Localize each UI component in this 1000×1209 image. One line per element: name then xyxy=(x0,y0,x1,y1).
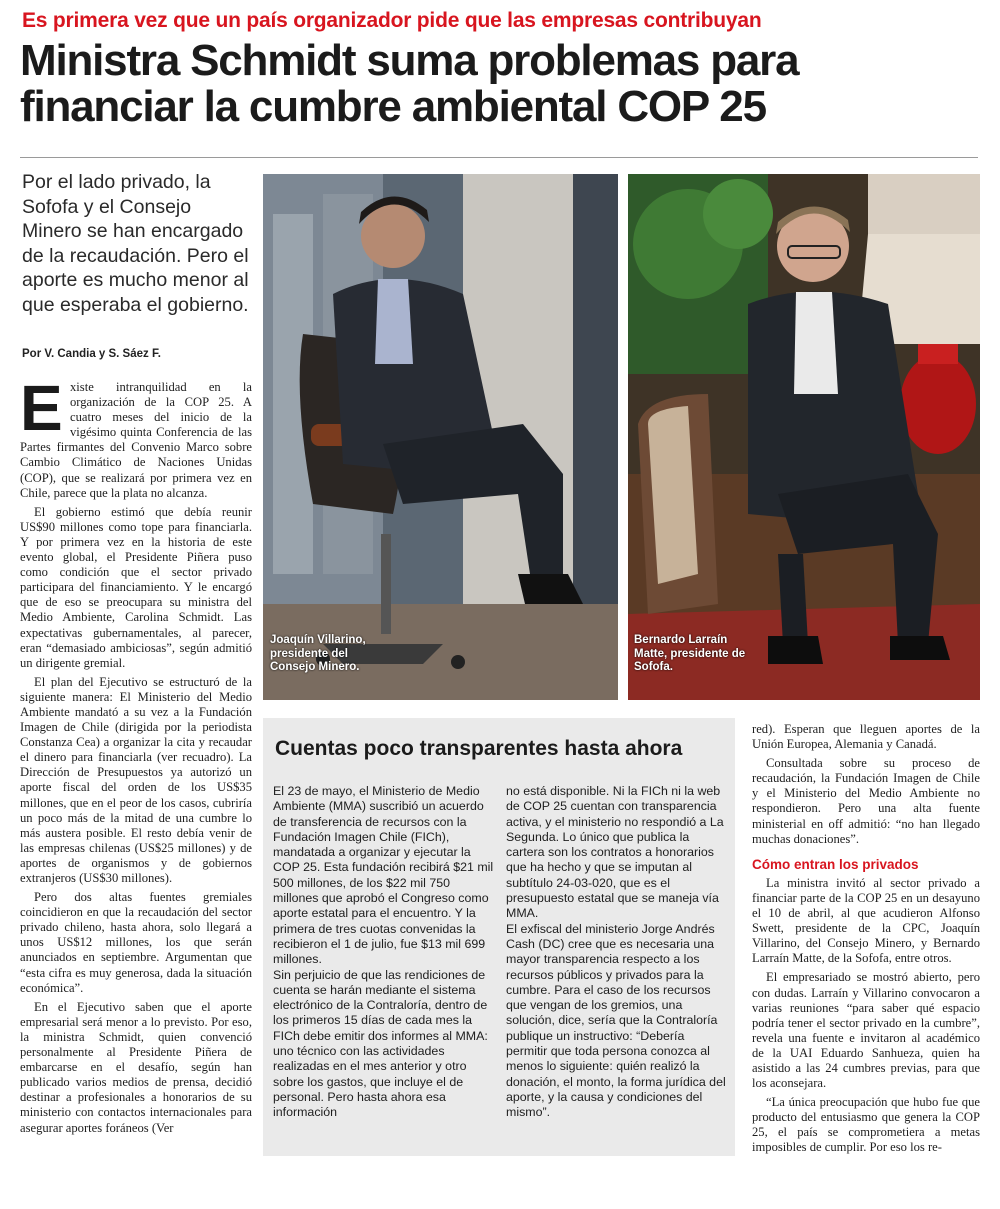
body-paragraph-4: Pero dos altas fuentes gremiales coincidieron en que la recaudación del sector privado chileno, hasta ahora, solo llegará a unos US$12 millones, los que serán anunciados en septiembre. Argumentan que “esta cifra es muy generosa, dada la situación económica”. xyxy=(20,890,252,995)
right-paragraph-3: La ministra invitó al sector privado a financiar parte de la COP 25 en un desayuno el 10 de abril, al que acudieron Alfonso Swett, presidente de la CPC, Joaquín Villarino, del Consejo Minero, y Bernardo Larraín Matte, de la Sofofa, entre otros. xyxy=(752,875,980,966)
sidebar-paragraph-2: Sin perjuicio de que las rendiciones de cuenta se harán mediante el sistema electrónico de la Contraloría, dentro de los primeros 15 días de cada mes la FICh debe emitir dos informes al MMA: uno técnico con las actividades realizadas en el mes anterior y otro sobre los gastos, que incluye el de personal. Pero hasta ahora esa información xyxy=(273,967,488,1120)
section-subhead: Cómo entran los privados xyxy=(752,856,919,872)
headline-line-2: financiar la cumbre ambiental COP 25 xyxy=(20,82,766,131)
body-paragraph-2: El gobierno estimó que debía reunir US$90 millones como tope para financiarla. Y por primera vez en la historia de este evento global, el Presidente Piñera puso como condición que el sector privado participara del financiamiento. Y le encargó que de eso se preocupara su ministra del Medio Ambiente, Carolina Schmidt. Las expectativas gubernamentales, al parecer, eran “demasiado ambiciosas”, según admitió un dirigente gremial. xyxy=(20,504,252,670)
sidebar-box-column-1 xyxy=(273,784,495,1121)
body-paragraph-3: El plan del Ejecutivo se estructuró de la siguiente manera: El Ministerio del Medio Ambiente mandató a su vez a la Fundación Imagen de Chile (dirigida por la periodista Constanza Cea) a organizar la cita y recaudar el dinero para financiarla (ver recuadro). La Dirección de Presupuestos ya autorizó un aporte fiscal del orden de los US$35 millones, que en el peor de los casos, cubriría un poco más de la mitad de una cumbre lo más austera posible. El resto debía venir de las empresas chilenas (US$25 millones) y de aportes de organismos y de gobiernos extranjeros (US$30 millones). xyxy=(20,674,252,885)
right-paragraph-2: Consultada sobre su proceso de recaudación, la Fundación Imagen de Chile y el Ministerio del Medio Ambiente no respondieron. Pero una alta fuente ministerial en off admitió: “no han llegado muchas donaciones”. xyxy=(752,756,980,846)
right-paragraph-4: El empresariado se mostró abierto, pero con dudas. Larraín y Villarino convocaron a varias reuniones “para saber qué espacio podría tener el sector privado en la cumbre”, revela una fuente e invitaron al académico de la UAI Eduardo Sanhueza, quien ha asistido a las 24 cumbres previas, para que los aconsejara. xyxy=(752,970,980,1091)
sidebar-paragraph-1: El 23 de mayo, el Ministerio de Medio Ambiente (MMA) suscribió un acuerdo de transferencia de recursos con la Fundación Imagen Chile (FICh), mandatada a organizar y ejecutar la COP 25. Esta fundación recibirá $21 mil 500 millones, de los $22 mil 750 millones que aprobó el Congreso como aporte estatal para el encuentro. Y la primera de tres cuotas convenidas la recibieron el 1 de julio, fue $13 mil 699 millones. xyxy=(273,784,494,967)
right-paragraph-5: “La única preocupación que hubo fue que producto del entusiasmo que genera la COP 25, el país se comprometiera a metas imposibles de cumplir. Por eso los re- xyxy=(752,1095,980,1155)
sidebar-paragraph-4: El exfiscal del ministerio Jorge Andrés Cash (DC) cree que es necesaria una mayor transparencia respecto a los recursos públicos y privados para la cumbre. Para el caso de los recursos que vengan de los gremios, una solución, dice, sería que la Contraloría publique un instructivo: “Debería permitir que toda persona conozca al menos lo siguiente: quién realizó la donación, el monto, la forma jurídica del aporte, y la causa y condiciones del mismo”. xyxy=(506,921,726,1120)
sidebar-box-column-2 xyxy=(506,784,728,1121)
photo-joaquin-villarino xyxy=(263,174,618,700)
photo-bernardo-larrain xyxy=(628,174,980,700)
sidebar-box-title: Cuentas poco transparentes hasta ahora xyxy=(275,737,683,760)
sidebar-paragraph-3: no está disponible. Ni la FICh ni la web de COP 25 cuentan con transparencia activa, y el ministerio no respondió a La Segunda. Lo único que publica la cartera son los contratos a honorarios que ha hecho y que se imputan al subtítulo 24-03-020, que es el presupuesto estatal que se maneja vía MMA. xyxy=(506,784,724,921)
body-paragraph-5: En el Ejecutivo saben que el aporte empresarial será menor a lo previsto. Por eso, la ministra Schmidt, quien convenció personalmente al Presidente Piñera de embarcarse en el desafío, según han publicado varios medios de prensa, decidió destinar a profesionales a honorarios de su ministerio con contactos internacionales para asegurar aportes foráneos (Ver xyxy=(20,999,252,1135)
headline xyxy=(20,38,980,130)
body-paragraph-1: Existe intranquilidad en la organización de la COP 25. A cuatro meses del inicio de la vigésimo quinta Conferencia de las Partes firmantes del Convenio Marco sobre Cambio Climático de Naciones Unidas (COP), que se realizará por primera vez en Chile, parece que la plata no alcanza. xyxy=(20,372,252,500)
byline: Por V. Candia y S. Sáez F. xyxy=(22,348,161,360)
lead-paragraph: Por el lado privado, la Sofofa y el Consejo Minero se han encargado de la recaudación. Pero el aporte es mucho menor al que esperaba el gobierno. xyxy=(22,171,249,316)
kicker: Es primera vez que un país organizador pide que las empresas contribuyan xyxy=(22,9,762,32)
article-column-1 xyxy=(20,372,252,1140)
article-column-3 xyxy=(752,722,980,1160)
photo-caption-2: Bernardo Larraín Matte, presidente de Sofofa. xyxy=(634,634,746,673)
headline-line-1: Ministra Schmidt suma problemas para xyxy=(20,36,799,85)
right-paragraph-1: red). Esperan que lleguen aportes de la Unión Europea, Alemania y Canadá. xyxy=(752,722,980,752)
photo-caption-1: Joaquín Villarino, presidente del Consejo Minero. xyxy=(270,634,366,673)
drop-cap: E xyxy=(20,372,63,444)
header-divider xyxy=(20,157,978,158)
